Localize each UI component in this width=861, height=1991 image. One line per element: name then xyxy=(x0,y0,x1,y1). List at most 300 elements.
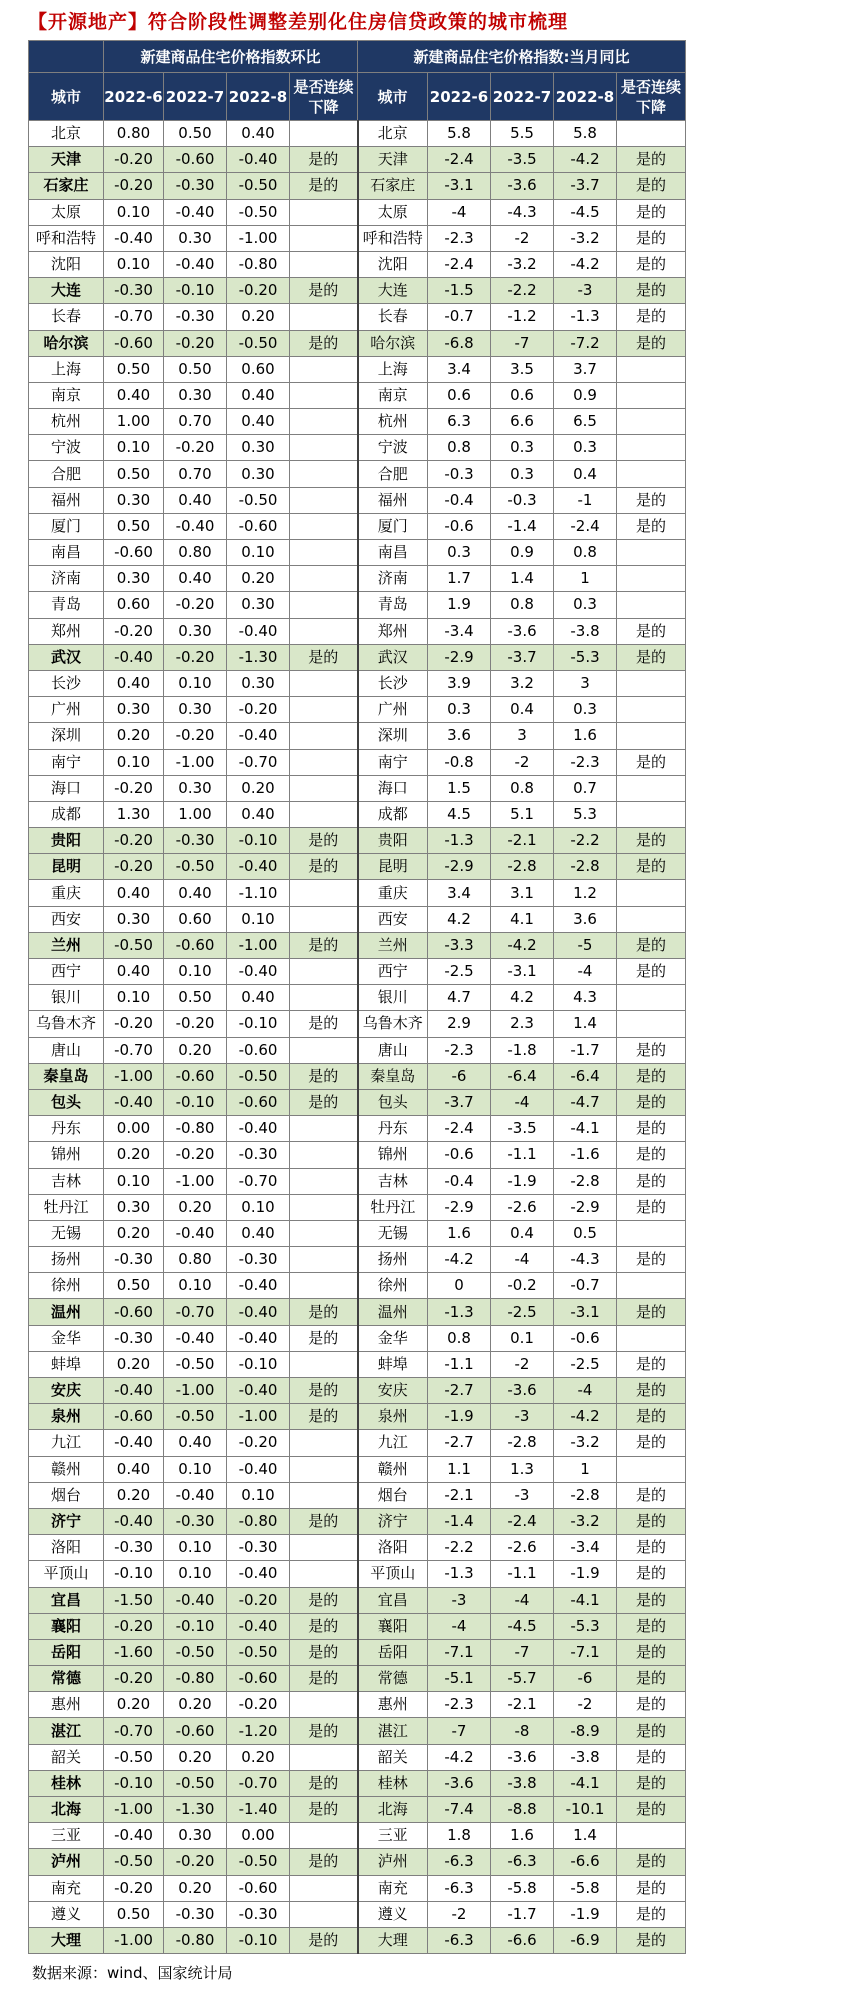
mom-flag-cell xyxy=(290,435,358,461)
mom-flag-cell xyxy=(290,304,358,330)
mom-value-cell: 0.40 xyxy=(227,382,290,408)
mom-flag-cell xyxy=(290,1037,358,1063)
city-cell: 太原 xyxy=(358,199,428,225)
table-body xyxy=(29,121,686,1954)
mom-value-cell: 0.10 xyxy=(104,749,164,775)
yoy-value-cell: -2.4 xyxy=(428,147,491,173)
title-bracket-open: 【 xyxy=(28,11,49,33)
yoy-flag-cell: 是的 xyxy=(617,959,686,985)
yoy-value-cell: -3.7 xyxy=(428,1089,491,1115)
yoy-value-cell: -4 xyxy=(554,959,617,985)
city-cell: 哈尔滨 xyxy=(358,330,428,356)
mom-value-cell: -0.60 xyxy=(164,1063,227,1089)
table-row xyxy=(29,199,686,225)
mom-value-cell: 0.80 xyxy=(164,1247,227,1273)
yoy-value-cell: 5.8 xyxy=(428,121,491,147)
yoy-flag-cell: 是的 xyxy=(617,1404,686,1430)
city-cell: 北海 xyxy=(29,1797,104,1823)
yoy-flag-cell: 是的 xyxy=(617,1692,686,1718)
mom-value-cell: 0.00 xyxy=(104,1116,164,1142)
city-cell: 南充 xyxy=(29,1875,104,1901)
yoy-value-cell: -5.7 xyxy=(491,1666,554,1692)
header-corner-left xyxy=(29,41,104,73)
document-title xyxy=(28,8,568,36)
city-cell: 西安 xyxy=(358,906,428,932)
city-cell: 合肥 xyxy=(358,461,428,487)
mom-flag-cell xyxy=(290,670,358,696)
yoy-value-cell: -2.8 xyxy=(491,1430,554,1456)
yoy-value-cell: -3.1 xyxy=(428,173,491,199)
mom-value-cell: -1.30 xyxy=(164,1797,227,1823)
mom-value-cell: -0.30 xyxy=(104,1247,164,1273)
mom-value-cell: -0.10 xyxy=(104,1561,164,1587)
mom-value-cell: -0.50 xyxy=(227,1849,290,1875)
yoy-value-cell: -1 xyxy=(554,487,617,513)
mom-value-cell: 0.20 xyxy=(227,566,290,592)
table-row xyxy=(29,225,686,251)
yoy-value-cell: 0 xyxy=(428,1273,491,1299)
city-cell: 南充 xyxy=(358,1875,428,1901)
city-cell: 呼和浩特 xyxy=(358,225,428,251)
yoy-value-cell: 0.4 xyxy=(491,697,554,723)
table-row xyxy=(29,670,686,696)
yoy-flag-cell xyxy=(617,775,686,801)
city-cell: 银川 xyxy=(358,985,428,1011)
mom-flag-cell xyxy=(290,382,358,408)
table-row xyxy=(29,880,686,906)
city-cell: 温州 xyxy=(358,1299,428,1325)
yoy-value-cell: -3.1 xyxy=(491,959,554,985)
city-cell: 平顶山 xyxy=(29,1561,104,1587)
city-cell: 宁波 xyxy=(358,435,428,461)
mom-value-cell: -0.60 xyxy=(104,540,164,566)
mom-value-cell: -0.40 xyxy=(104,1378,164,1404)
city-cell: 吉林 xyxy=(358,1168,428,1194)
city-cell: 徐州 xyxy=(29,1273,104,1299)
mom-value-cell: -0.40 xyxy=(227,1456,290,1482)
yoy-value-cell: -6.4 xyxy=(491,1063,554,1089)
city-cell: 赣州 xyxy=(358,1456,428,1482)
yoy-value-cell: -2.7 xyxy=(428,1378,491,1404)
city-cell: 九江 xyxy=(358,1430,428,1456)
yoy-value-cell: -1.3 xyxy=(554,304,617,330)
yoy-value-cell: 1 xyxy=(554,566,617,592)
yoy-value-cell: -5.3 xyxy=(554,1613,617,1639)
mom-value-cell: -0.50 xyxy=(164,1770,227,1796)
header-m2-left: 2022-7 xyxy=(164,73,227,121)
yoy-value-cell: -3.7 xyxy=(554,173,617,199)
yoy-flag-cell: 是的 xyxy=(617,1927,686,1953)
mom-value-cell: -0.10 xyxy=(227,1927,290,1953)
city-cell: 岳阳 xyxy=(29,1639,104,1665)
yoy-value-cell: 1.7 xyxy=(428,566,491,592)
yoy-value-cell: -3.6 xyxy=(491,1744,554,1770)
city-cell: 济宁 xyxy=(29,1508,104,1534)
yoy-value-cell: -1.7 xyxy=(491,1901,554,1927)
mom-flag-cell: 是的 xyxy=(290,1299,358,1325)
mom-value-cell: -0.40 xyxy=(227,1299,290,1325)
yoy-flag-cell: 是的 xyxy=(617,1089,686,1115)
mom-value-cell: -0.10 xyxy=(104,1770,164,1796)
mom-value-cell: -1.20 xyxy=(227,1718,290,1744)
mom-value-cell: 0.40 xyxy=(104,959,164,985)
table-row xyxy=(29,1508,686,1534)
yoy-value-cell: -6.4 xyxy=(554,1063,617,1089)
city-cell: 泉州 xyxy=(358,1404,428,1430)
city-cell: 福州 xyxy=(29,487,104,513)
mom-value-cell: -0.10 xyxy=(227,1351,290,1377)
yoy-value-cell: -0.6 xyxy=(428,513,491,539)
mom-value-cell: 0.60 xyxy=(164,906,227,932)
yoy-value-cell: -1.4 xyxy=(428,1508,491,1534)
yoy-flag-cell: 是的 xyxy=(617,1875,686,1901)
yoy-value-cell: -2.1 xyxy=(491,828,554,854)
mom-flag-cell: 是的 xyxy=(290,1378,358,1404)
mom-value-cell: -1.50 xyxy=(104,1587,164,1613)
yoy-value-cell: -2.9 xyxy=(428,644,491,670)
city-cell: 南昌 xyxy=(29,540,104,566)
yoy-value-cell: -3 xyxy=(554,278,617,304)
mom-value-cell: -0.20 xyxy=(164,1011,227,1037)
yoy-value-cell: -3 xyxy=(491,1482,554,1508)
mom-flag-cell xyxy=(290,1116,358,1142)
city-cell: 蚌埠 xyxy=(358,1351,428,1377)
city-cell: 金华 xyxy=(358,1325,428,1351)
mom-value-cell: 0.30 xyxy=(164,775,227,801)
mom-value-cell: -0.30 xyxy=(164,304,227,330)
mom-value-cell: 0.10 xyxy=(164,959,227,985)
mom-value-cell: -0.50 xyxy=(227,1063,290,1089)
mom-value-cell: -0.70 xyxy=(227,749,290,775)
mom-value-cell: 0.10 xyxy=(227,540,290,566)
yoy-flag-cell: 是的 xyxy=(617,1718,686,1744)
mom-value-cell: -0.20 xyxy=(227,1430,290,1456)
yoy-value-cell: -4 xyxy=(428,199,491,225)
mom-value-cell: 0.20 xyxy=(227,775,290,801)
yoy-value-cell: 1.1 xyxy=(428,1456,491,1482)
yoy-value-cell: 0.9 xyxy=(491,540,554,566)
yoy-value-cell: 0.8 xyxy=(491,592,554,618)
mom-flag-cell xyxy=(290,959,358,985)
mom-flag-cell xyxy=(290,356,358,382)
mom-value-cell: -0.40 xyxy=(104,1823,164,1849)
yoy-value-cell: 0.8 xyxy=(491,775,554,801)
yoy-value-cell: 0.6 xyxy=(491,382,554,408)
mom-value-cell: -0.60 xyxy=(104,1299,164,1325)
yoy-value-cell: -1.2 xyxy=(491,304,554,330)
yoy-value-cell: -0.3 xyxy=(428,461,491,487)
city-cell: 安庆 xyxy=(29,1378,104,1404)
mom-value-cell: -0.40 xyxy=(164,1220,227,1246)
city-cell: 三亚 xyxy=(358,1823,428,1849)
city-cell: 烟台 xyxy=(358,1482,428,1508)
table-row xyxy=(29,1797,686,1823)
header-flag-left: 是否连续下降 xyxy=(290,73,358,121)
yoy-value-cell: -4.3 xyxy=(491,199,554,225)
yoy-flag-cell: 是的 xyxy=(617,304,686,330)
table-row xyxy=(29,461,686,487)
yoy-value-cell: 2.3 xyxy=(491,1011,554,1037)
mom-value-cell: -0.70 xyxy=(227,1168,290,1194)
city-cell: 大连 xyxy=(29,278,104,304)
yoy-value-cell: -2.9 xyxy=(428,1194,491,1220)
mom-value-cell: 0.30 xyxy=(164,697,227,723)
mom-value-cell: -0.50 xyxy=(227,199,290,225)
mom-value-cell: 0.10 xyxy=(164,1561,227,1587)
mom-flag-cell xyxy=(290,1194,358,1220)
yoy-value-cell: 6.6 xyxy=(491,409,554,435)
header-m1-left: 2022-6 xyxy=(104,73,164,121)
yoy-flag-cell: 是的 xyxy=(617,1666,686,1692)
table-row xyxy=(29,356,686,382)
mom-value-cell: -0.40 xyxy=(227,1561,290,1587)
table-row xyxy=(29,1325,686,1351)
mom-value-cell: -0.70 xyxy=(227,1770,290,1796)
yoy-value-cell: -3.2 xyxy=(554,1430,617,1456)
mom-value-cell: -1.60 xyxy=(104,1639,164,1665)
mom-value-cell: -0.40 xyxy=(227,618,290,644)
city-cell: 温州 xyxy=(29,1299,104,1325)
mom-value-cell: 0.40 xyxy=(227,801,290,827)
mom-value-cell: -0.20 xyxy=(104,618,164,644)
mom-flag-cell xyxy=(290,1142,358,1168)
table-row xyxy=(29,1430,686,1456)
mom-value-cell: 0.30 xyxy=(227,461,290,487)
mom-value-cell: 0.10 xyxy=(227,1194,290,1220)
mom-value-cell: -0.40 xyxy=(104,225,164,251)
mom-value-cell: 0.50 xyxy=(104,1273,164,1299)
mom-value-cell: -0.30 xyxy=(164,1901,227,1927)
city-cell: 厦门 xyxy=(29,513,104,539)
table-row xyxy=(29,409,686,435)
yoy-flag-cell: 是的 xyxy=(617,1770,686,1796)
city-cell: 海口 xyxy=(29,775,104,801)
city-cell: 太原 xyxy=(29,199,104,225)
yoy-value-cell: 0.3 xyxy=(554,435,617,461)
yoy-value-cell: 3.6 xyxy=(428,723,491,749)
mom-value-cell: -0.60 xyxy=(227,1089,290,1115)
mom-flag-cell xyxy=(290,1901,358,1927)
yoy-flag-cell: 是的 xyxy=(617,1063,686,1089)
mom-value-cell: -0.30 xyxy=(227,1247,290,1273)
yoy-flag-cell: 是的 xyxy=(617,1378,686,1404)
table-row xyxy=(29,1561,686,1587)
yoy-value-cell: 0.9 xyxy=(554,382,617,408)
mom-value-cell: -0.70 xyxy=(104,1037,164,1063)
table-row xyxy=(29,487,686,513)
yoy-value-cell: -2.1 xyxy=(491,1692,554,1718)
yoy-value-cell: -0.8 xyxy=(428,749,491,775)
city-cell: 洛阳 xyxy=(29,1535,104,1561)
mom-value-cell: -0.40 xyxy=(164,1587,227,1613)
mom-value-cell: -0.20 xyxy=(104,854,164,880)
table-row xyxy=(29,1666,686,1692)
city-cell: 西宁 xyxy=(358,959,428,985)
yoy-value-cell: -4.2 xyxy=(554,1404,617,1430)
yoy-value-cell: -0.2 xyxy=(491,1273,554,1299)
yoy-value-cell: -2.2 xyxy=(554,828,617,854)
yoy-value-cell: 0.8 xyxy=(554,540,617,566)
mom-value-cell: -0.60 xyxy=(104,1404,164,1430)
city-cell: 深圳 xyxy=(358,723,428,749)
table-row xyxy=(29,1875,686,1901)
title-bracket-close: 】 xyxy=(128,11,149,33)
mom-value-cell: -0.40 xyxy=(227,723,290,749)
yoy-value-cell: -3.2 xyxy=(554,1508,617,1534)
mom-value-cell: -0.30 xyxy=(104,1535,164,1561)
city-cell: 无锡 xyxy=(358,1220,428,1246)
yoy-flag-cell: 是的 xyxy=(617,1299,686,1325)
mom-value-cell: 0.20 xyxy=(104,723,164,749)
mom-value-cell: -0.20 xyxy=(104,828,164,854)
city-cell: 遵义 xyxy=(29,1901,104,1927)
yoy-value-cell: 0.8 xyxy=(428,1325,491,1351)
mom-value-cell: 0.50 xyxy=(164,121,227,147)
mom-flag-cell xyxy=(290,251,358,277)
mom-value-cell: 0.50 xyxy=(164,985,227,1011)
city-cell: 哈尔滨 xyxy=(29,330,104,356)
mom-value-cell: -0.10 xyxy=(164,1089,227,1115)
mom-value-cell: -1.30 xyxy=(227,644,290,670)
yoy-flag-cell xyxy=(617,697,686,723)
mom-flag-cell: 是的 xyxy=(290,173,358,199)
mom-value-cell: -0.60 xyxy=(164,932,227,958)
mom-value-cell: -0.20 xyxy=(227,278,290,304)
city-cell: 桂林 xyxy=(358,1770,428,1796)
yoy-flag-cell: 是的 xyxy=(617,749,686,775)
city-cell: 锦州 xyxy=(358,1142,428,1168)
city-cell: 无锡 xyxy=(29,1220,104,1246)
yoy-value-cell: -4.3 xyxy=(554,1247,617,1273)
yoy-value-cell: 1.6 xyxy=(491,1823,554,1849)
yoy-value-cell: -4.2 xyxy=(554,251,617,277)
yoy-value-cell: 5.1 xyxy=(491,801,554,827)
city-cell: 大理 xyxy=(358,1927,428,1953)
yoy-value-cell: -8.8 xyxy=(491,1797,554,1823)
yoy-value-cell: -3.5 xyxy=(491,1116,554,1142)
city-cell: 韶关 xyxy=(29,1744,104,1770)
table-row xyxy=(29,304,686,330)
city-cell: 武汉 xyxy=(358,644,428,670)
yoy-value-cell: -4.2 xyxy=(554,147,617,173)
yoy-flag-cell xyxy=(617,409,686,435)
yoy-value-cell: -2.4 xyxy=(491,1508,554,1534)
table-row xyxy=(29,1194,686,1220)
city-cell: 南京 xyxy=(29,382,104,408)
city-cell: 海口 xyxy=(358,775,428,801)
mom-flag-cell: 是的 xyxy=(290,1089,358,1115)
yoy-value-cell: 4.2 xyxy=(491,985,554,1011)
table-row xyxy=(29,1927,686,1953)
table-row xyxy=(29,540,686,566)
yoy-value-cell: -3.4 xyxy=(428,618,491,644)
city-cell: 天津 xyxy=(29,147,104,173)
mom-flag-cell: 是的 xyxy=(290,1797,358,1823)
mom-flag-cell xyxy=(290,775,358,801)
city-cell: 南宁 xyxy=(358,749,428,775)
table-row xyxy=(29,749,686,775)
city-cell: 乌鲁木齐 xyxy=(29,1011,104,1037)
table-row xyxy=(29,1299,686,1325)
yoy-value-cell: -6.3 xyxy=(428,1927,491,1953)
mom-value-cell: -0.40 xyxy=(164,199,227,225)
mom-value-cell: 0.50 xyxy=(104,461,164,487)
mom-value-cell: 0.10 xyxy=(104,985,164,1011)
mom-flag-cell: 是的 xyxy=(290,828,358,854)
yoy-value-cell: -2.8 xyxy=(554,1168,617,1194)
yoy-value-cell: -7 xyxy=(491,1639,554,1665)
yoy-value-cell: -2.2 xyxy=(491,278,554,304)
city-cell: 惠州 xyxy=(358,1692,428,1718)
yoy-value-cell: -3 xyxy=(491,1404,554,1430)
yoy-value-cell: 0.3 xyxy=(428,540,491,566)
yoy-value-cell: -6.3 xyxy=(491,1849,554,1875)
mom-value-cell: -0.30 xyxy=(104,1325,164,1351)
yoy-flag-cell: 是的 xyxy=(617,1168,686,1194)
mom-value-cell: -0.60 xyxy=(227,1037,290,1063)
yoy-flag-cell: 是的 xyxy=(617,1561,686,1587)
table-row xyxy=(29,1404,686,1430)
header-m3-left: 2022-8 xyxy=(227,73,290,121)
mom-value-cell: -0.80 xyxy=(227,1508,290,1534)
yoy-flag-cell: 是的 xyxy=(617,487,686,513)
mom-value-cell: 0.70 xyxy=(164,461,227,487)
mom-value-cell: 0.40 xyxy=(164,880,227,906)
city-cell: 贵阳 xyxy=(358,828,428,854)
mom-value-cell: 0.20 xyxy=(104,1351,164,1377)
yoy-value-cell: -0.7 xyxy=(428,304,491,330)
mom-value-cell: -0.20 xyxy=(104,173,164,199)
city-cell: 武汉 xyxy=(29,644,104,670)
mom-flag-cell xyxy=(290,697,358,723)
yoy-flag-cell xyxy=(617,592,686,618)
city-cell: 厦门 xyxy=(358,513,428,539)
city-cell: 兰州 xyxy=(358,932,428,958)
yoy-value-cell: -2.6 xyxy=(491,1194,554,1220)
yoy-flag-cell xyxy=(617,985,686,1011)
mom-value-cell: 1.00 xyxy=(164,801,227,827)
data-source-note: 数据来源：wind、国家统计局 xyxy=(32,1964,233,1982)
mom-value-cell: 1.30 xyxy=(104,801,164,827)
yoy-value-cell: -6.6 xyxy=(554,1849,617,1875)
table-row xyxy=(29,513,686,539)
city-cell: 福州 xyxy=(358,487,428,513)
mom-flag-cell: 是的 xyxy=(290,1063,358,1089)
city-cell: 呼和浩特 xyxy=(29,225,104,251)
mom-value-cell: -0.40 xyxy=(104,1430,164,1456)
yoy-flag-cell xyxy=(617,435,686,461)
city-cell: 遵义 xyxy=(358,1901,428,1927)
mom-value-cell: -0.80 xyxy=(164,1927,227,1953)
mom-value-cell: -0.50 xyxy=(104,1849,164,1875)
mom-value-cell: 0.60 xyxy=(104,592,164,618)
yoy-value-cell: 0.3 xyxy=(491,461,554,487)
table-row xyxy=(29,959,686,985)
mom-value-cell: -0.20 xyxy=(164,330,227,356)
table-row xyxy=(29,278,686,304)
mom-value-cell: -0.50 xyxy=(227,1639,290,1665)
mom-value-cell: 0.40 xyxy=(164,1430,227,1456)
table-row xyxy=(29,1116,686,1142)
mom-value-cell: 0.10 xyxy=(164,1456,227,1482)
city-cell: 吉林 xyxy=(29,1168,104,1194)
mom-value-cell: 0.00 xyxy=(227,1823,290,1849)
yoy-flag-cell: 是的 xyxy=(617,1194,686,1220)
table-header xyxy=(29,41,686,121)
mom-flag-cell xyxy=(290,225,358,251)
city-cell: 宁波 xyxy=(29,435,104,461)
city-cell: 北京 xyxy=(358,121,428,147)
